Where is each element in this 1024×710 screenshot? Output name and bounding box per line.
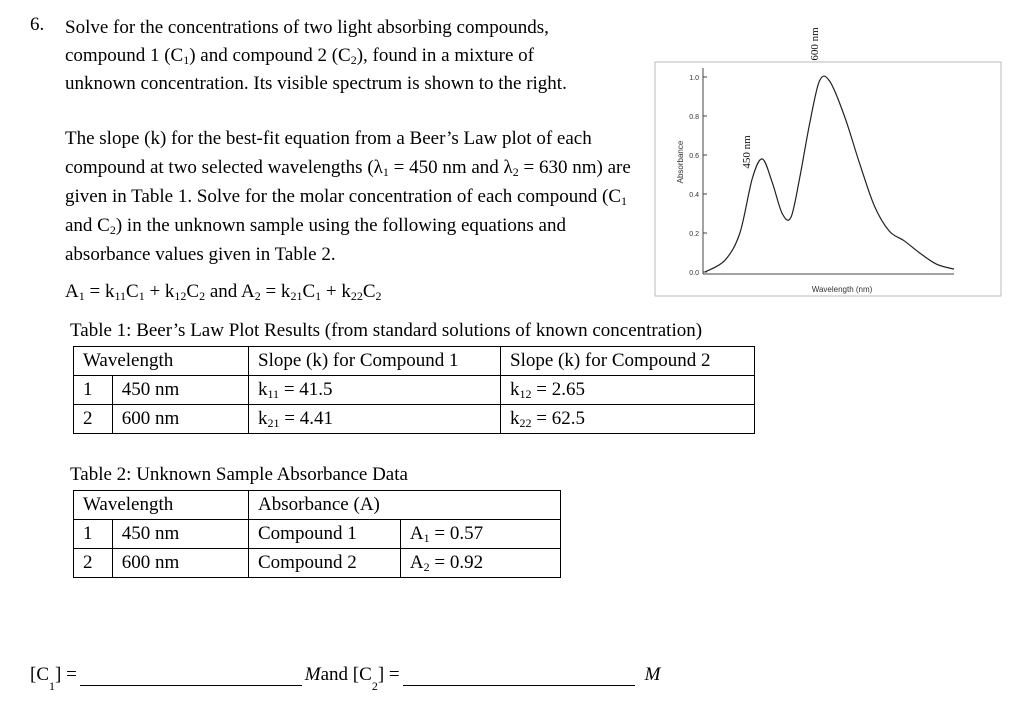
eq-part: and A bbox=[205, 281, 255, 302]
subscript: 2 bbox=[350, 53, 357, 67]
answer-c2-label-close: ] = bbox=[377, 664, 400, 685]
answer-and: and [C bbox=[320, 664, 372, 685]
subscript: 21 bbox=[267, 416, 280, 430]
y-axis-label: Absorbance bbox=[676, 140, 685, 184]
subscript: 1 bbox=[78, 289, 85, 303]
table-header: Slope (k) for Compound 1 bbox=[249, 347, 501, 376]
table-header-row bbox=[74, 347, 755, 376]
answer-c1-label: [C bbox=[30, 664, 49, 685]
subscript: 2 bbox=[375, 289, 382, 303]
eq-part: + k bbox=[321, 281, 351, 302]
table-header: Absorbance (A) bbox=[249, 491, 561, 520]
table-header: Wavelength bbox=[74, 491, 249, 520]
eq-part: + k bbox=[144, 281, 175, 302]
annotation-450nm: 450 nm bbox=[741, 135, 753, 169]
y-tick-label: 0.6 bbox=[689, 153, 699, 160]
compound-cell: Compound 2 bbox=[249, 549, 401, 578]
eq-part: C bbox=[362, 281, 376, 302]
paragraph-part: The slope (k) for the best-fit equation from a Beer’s Law plot of each compound at two selected wavelengths (λ bbox=[65, 128, 592, 178]
slope-cell bbox=[249, 376, 501, 405]
answer-line: [C 1 ] = M and [C 2 ] = M bbox=[30, 664, 661, 693]
eq-part: C bbox=[126, 281, 139, 302]
table2 bbox=[73, 490, 561, 578]
subscript: 11 bbox=[267, 387, 280, 401]
annotation-600nm: 600 nm bbox=[809, 27, 821, 61]
paragraph-part: = 450 nm and λ bbox=[388, 157, 513, 178]
question-line-2a: compound 1 (C bbox=[65, 45, 184, 66]
instructions-paragraph bbox=[65, 124, 655, 269]
question-number: 6. bbox=[30, 14, 45, 35]
eq-part: = k bbox=[84, 281, 115, 302]
subscript: 1 bbox=[315, 289, 322, 303]
eq-part: C bbox=[302, 281, 316, 302]
y-tick-label: 0.8 bbox=[689, 114, 699, 121]
table-row bbox=[74, 520, 561, 549]
subscript: 21 bbox=[290, 289, 303, 303]
row-number: 2 bbox=[74, 549, 113, 578]
k: k bbox=[510, 408, 520, 429]
subscript: 2 bbox=[109, 223, 116, 237]
subscript: 1 bbox=[423, 531, 430, 545]
subscript: 2 bbox=[254, 289, 261, 303]
c2-answer-blank[interactable] bbox=[403, 667, 635, 686]
table-row bbox=[74, 549, 561, 578]
table2-caption: Table 2: Unknown Sample Absorbance Data bbox=[70, 464, 408, 485]
k: k bbox=[258, 379, 268, 400]
y-tick-label: 1.0 bbox=[689, 75, 699, 82]
question-text bbox=[65, 14, 655, 98]
eq-part: A bbox=[65, 281, 79, 302]
a: A bbox=[409, 523, 424, 544]
slope-cell bbox=[501, 405, 755, 434]
table-row bbox=[74, 376, 755, 405]
unit-molar: M bbox=[304, 664, 321, 685]
subscript: 2 bbox=[512, 165, 519, 179]
chart-frame bbox=[655, 62, 1001, 296]
subscript: 22 bbox=[350, 289, 363, 303]
paragraph-part: ) in the unknown sample using the following equations and absorbance values given in Table 2. bbox=[65, 215, 566, 265]
wavelength-cell: 600 nm bbox=[112, 405, 248, 434]
k-value: = 62.5 bbox=[531, 408, 585, 429]
subscript: 12 bbox=[174, 289, 187, 303]
row-number: 1 bbox=[74, 376, 113, 405]
subscript: 22 bbox=[519, 416, 532, 430]
subscript: 12 bbox=[519, 387, 532, 401]
subscript: 2 bbox=[199, 289, 206, 303]
y-tick-label: 0.0 bbox=[689, 270, 699, 277]
table-row bbox=[74, 405, 755, 434]
absorbance-cell bbox=[400, 549, 560, 578]
question-line-3: unknown concentration. Its visible spectrum is shown to the right. bbox=[65, 73, 567, 94]
y-tick-label: 0.4 bbox=[689, 192, 699, 199]
subscript: 1 bbox=[183, 53, 190, 67]
k-value: = 41.5 bbox=[279, 379, 333, 400]
eq-part: C bbox=[186, 281, 200, 302]
question-line-2c: ), found in a mixture of bbox=[356, 45, 534, 66]
subscript: 1 bbox=[621, 194, 628, 208]
subscript: 1 bbox=[382, 165, 389, 179]
k: k bbox=[510, 379, 520, 400]
absorbance-cell bbox=[400, 520, 560, 549]
k-value: = 2.65 bbox=[531, 379, 585, 400]
slope-cell bbox=[249, 405, 501, 434]
a-value: = 0.57 bbox=[429, 523, 484, 544]
a: A bbox=[409, 552, 424, 573]
y-tick-label: 0.2 bbox=[689, 231, 699, 238]
subscript: 2 bbox=[423, 560, 430, 574]
y-ticks bbox=[689, 75, 707, 277]
compound-cell: Compound 1 bbox=[249, 520, 401, 549]
k-value: = 4.41 bbox=[279, 408, 333, 429]
table-header-row bbox=[74, 491, 561, 520]
table-header: Wavelength bbox=[74, 347, 249, 376]
a-value: = 0.92 bbox=[429, 552, 484, 573]
unit-molar: M bbox=[644, 664, 661, 685]
subscript: 11 bbox=[114, 289, 127, 303]
wavelength-cell: 450 nm bbox=[112, 520, 248, 549]
k: k bbox=[258, 408, 268, 429]
x-axis-label: Wavelength (nm) bbox=[811, 285, 873, 294]
paragraph-part: and C bbox=[65, 215, 110, 236]
spectrum-line bbox=[705, 76, 954, 272]
question-line-1: Solve for the concentrations of two light absorbing compounds, bbox=[65, 17, 549, 38]
question-line-2b: ) and compound 2 (C bbox=[189, 45, 351, 66]
answer-c1-label-close: ] = bbox=[55, 664, 77, 685]
table1 bbox=[73, 346, 755, 434]
wavelength-cell: 600 nm bbox=[112, 549, 248, 578]
subscript: 1 bbox=[138, 289, 145, 303]
table1-caption: Table 1: Beer’s Law Plot Results (from standard solutions of known concentration) bbox=[70, 320, 703, 341]
c1-answer-blank[interactable] bbox=[80, 667, 302, 686]
beers-law-equations bbox=[65, 281, 382, 303]
wavelength-cell: 450 nm bbox=[112, 376, 248, 405]
eq-part: = k bbox=[260, 281, 291, 302]
table-header: Slope (k) for Compound 2 bbox=[501, 347, 755, 376]
row-number: 1 bbox=[74, 520, 113, 549]
paragraph-part: = 630 nm) are given in Table 1. Solve for the molar concentration of each compound (C bbox=[65, 157, 631, 207]
row-number: 2 bbox=[74, 405, 113, 434]
slope-cell bbox=[501, 376, 755, 405]
spectrum-chart bbox=[654, 2, 1004, 300]
